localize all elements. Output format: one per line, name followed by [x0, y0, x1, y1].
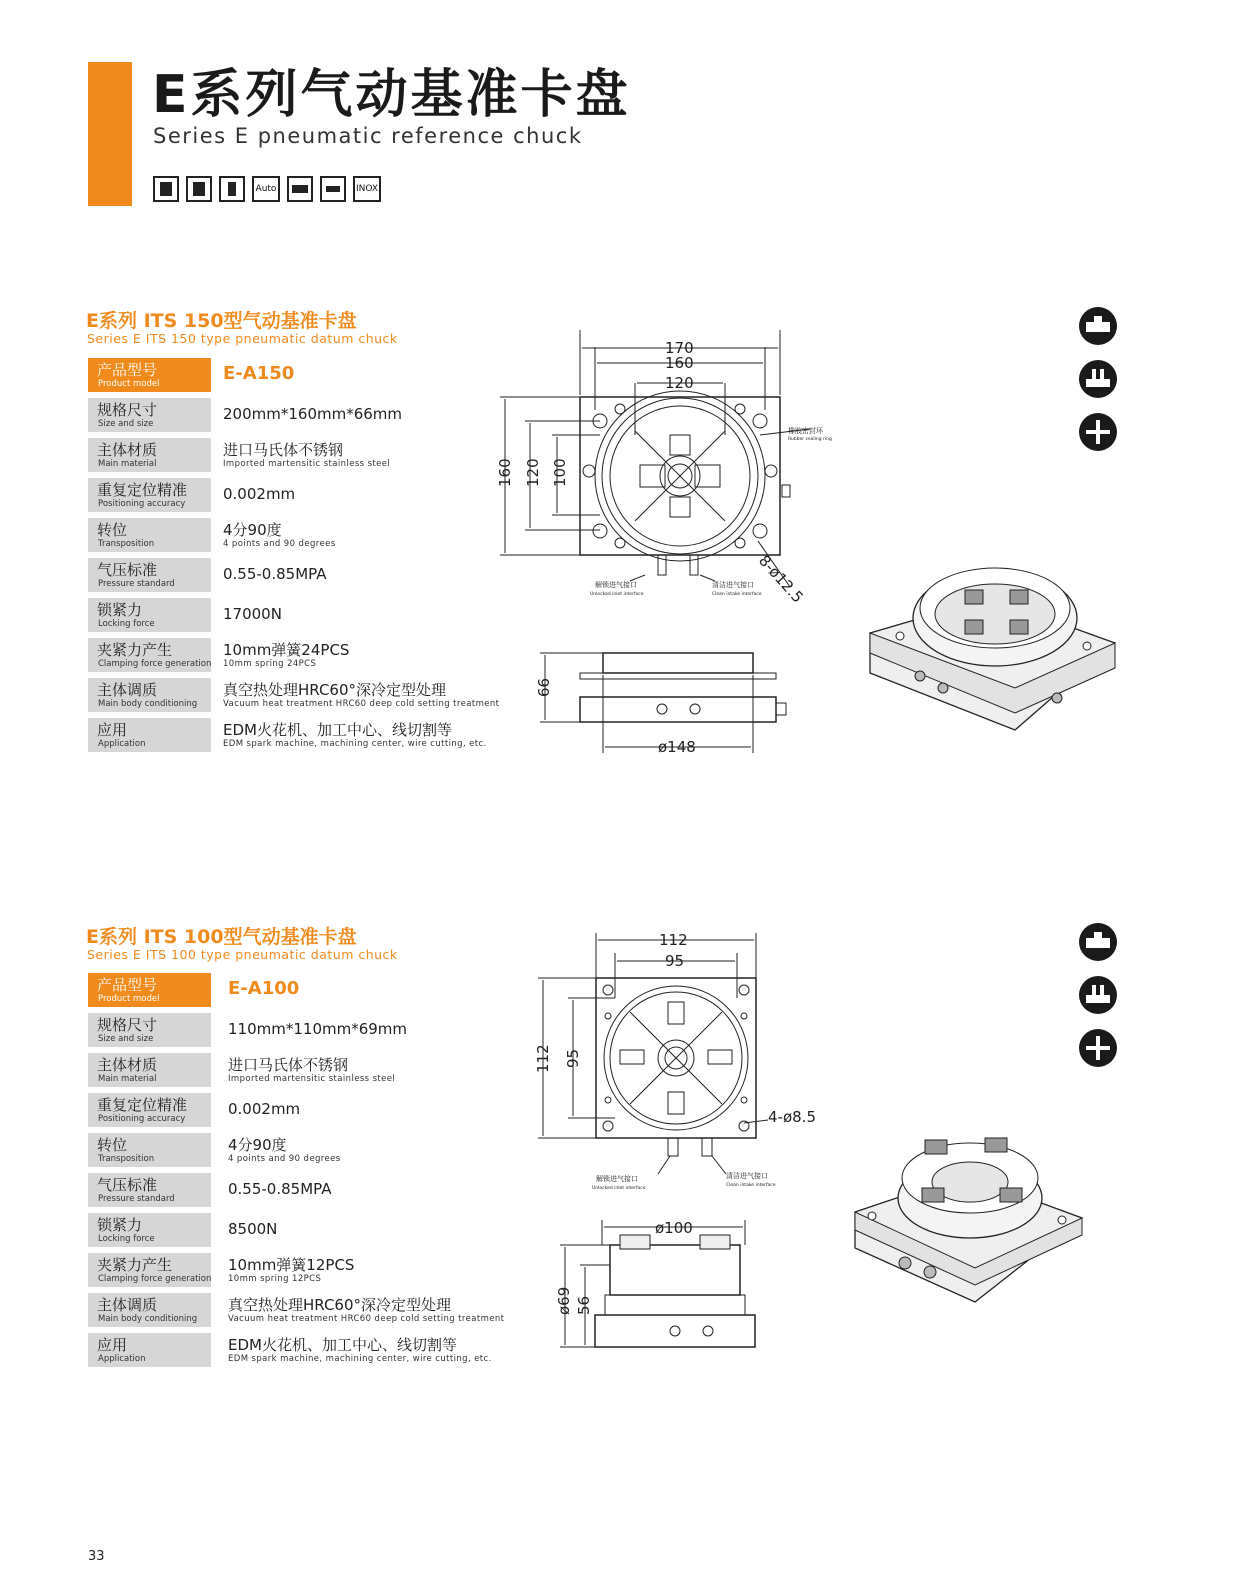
spec-value-en: Imported martensitic stainless steel	[223, 459, 391, 469]
spec-table-e-a100	[88, 973, 518, 1373]
spec-row	[88, 638, 518, 672]
spec-row	[88, 1053, 518, 1087]
note-release: 解锁进气接口	[595, 581, 637, 589]
page-title: E系列气动基准卡盘	[152, 65, 631, 125]
label-cn: 夹紧力产生	[97, 1256, 173, 1274]
spec-row	[88, 598, 518, 632]
dim-side-height-outer: ø69	[555, 1286, 573, 1315]
spec-row	[88, 1213, 518, 1247]
spec-value: 4分90度	[228, 1136, 287, 1154]
label-cn: 夹紧力产生	[97, 641, 173, 659]
label-cn: 气压标准	[97, 561, 158, 579]
product-model: E-A100	[228, 978, 300, 999]
label-cn: 重复定位精准	[97, 481, 188, 499]
section-subtitle-e-a150: Series E ITS 150 type pneumatic datum chuck	[87, 331, 398, 346]
spec-value: 真空热处理HRC60°深冷定型处理	[223, 681, 447, 699]
spec-value: 110mm*110mm*69mm	[228, 1020, 408, 1038]
label-cn: 主体调质	[97, 1296, 158, 1314]
dim-side-height: 66	[535, 677, 553, 697]
spec-value: 进口马氏体不锈钢	[223, 441, 344, 459]
label-en: Size and size	[98, 419, 154, 429]
spec-value: 进口马氏体不锈钢	[228, 1056, 349, 1074]
note-clean: 清洁进气接口	[712, 581, 754, 589]
section-subtitle-e-a100: Series E ITS 100 type pneumatic datum chuck	[87, 947, 398, 962]
spec-row	[88, 1253, 518, 1287]
label-en: Product model	[98, 379, 160, 389]
spec-value: 0.55-0.85MPA	[223, 565, 327, 583]
locking-icon	[320, 176, 346, 202]
label-cn: 产品型号	[97, 361, 158, 379]
label-cn: 转位	[97, 1136, 128, 1154]
label-en: Size and size	[98, 1034, 154, 1044]
label-cn: 锁紧力	[97, 1216, 143, 1234]
spec-row	[88, 1133, 518, 1167]
air-clean-icon	[1078, 1028, 1118, 1068]
pneumatic-release-icon	[186, 176, 212, 202]
label-en: Main material	[98, 459, 157, 469]
spec-value-en: Vacuum heat treatment HRC60 deep cold setting treatment	[228, 1314, 505, 1324]
label-cn: 气压标准	[97, 1176, 158, 1194]
pneumatic-unlock-icon	[1078, 975, 1118, 1015]
note-seal-en: Rubber sealing ring	[788, 437, 832, 442]
spec-value: 真空热处理HRC60°深冷定型处理	[228, 1296, 452, 1314]
feature-badges	[153, 176, 381, 202]
auto-badge: Auto	[252, 176, 280, 202]
spec-value-en: 4 points and 90 degrees	[223, 539, 336, 549]
label-en: Pressure standard	[98, 579, 175, 589]
cleaning-icon	[287, 176, 313, 202]
product-render-e-a100	[850, 1120, 1090, 1310]
spec-value: 0.002mm	[223, 485, 296, 503]
spec-value-en: 4 points and 90 degrees	[228, 1154, 341, 1164]
side-view-drawing-e-a150	[535, 645, 805, 760]
label-cn: 重复定位精准	[97, 1096, 188, 1114]
spec-value-en: 10mm spring 24PCS	[223, 659, 317, 669]
dim-height-inner: 100	[551, 458, 569, 487]
spec-row	[88, 358, 518, 392]
label-cn: 主体材质	[97, 441, 158, 459]
label-en: Main body conditioning	[98, 1314, 198, 1324]
spec-value: 8500N	[228, 1220, 278, 1238]
label-en: Positioning accuracy	[98, 499, 186, 509]
dim-top-diameter: ø100	[655, 1219, 693, 1237]
label-en: Transposition	[98, 1154, 155, 1164]
label-en: Application	[98, 1354, 146, 1364]
note-clean: 清洁进气接口	[726, 1172, 768, 1180]
label-cn: 规格尺寸	[97, 401, 158, 419]
dim-side-height-inner: 56	[575, 1295, 593, 1315]
note-seal: 橡胶密封环	[788, 427, 823, 435]
pneumatic-clamp-icon	[153, 176, 179, 202]
label-cn: 规格尺寸	[97, 1016, 158, 1034]
side-view-drawing-e-a100	[550, 1215, 770, 1355]
note-release: 解锁进气接口	[596, 1175, 638, 1183]
spec-value: EDM火花机、加工中心、线切割等	[223, 721, 452, 739]
spec-row	[88, 398, 518, 432]
spec-row	[88, 678, 518, 712]
page-subtitle: Series E pneumatic reference chuck	[153, 124, 583, 148]
dim-holes: 8-ø12.5	[755, 551, 807, 607]
label-en: Locking force	[98, 619, 155, 629]
spec-row	[88, 1333, 518, 1367]
pneumatic-unlock-icon	[1078, 359, 1118, 399]
spec-row	[88, 973, 518, 1007]
label-cn: 主体调质	[97, 681, 158, 699]
label-cn: 应用	[97, 1336, 128, 1354]
spec-value: EDM火花机、加工中心、线切割等	[228, 1336, 457, 1354]
label-en: Pressure standard	[98, 1194, 175, 1204]
spec-row	[88, 558, 518, 592]
side-icons-e-a100	[1078, 922, 1118, 1068]
spec-row	[88, 1093, 518, 1127]
spec-table-e-a150	[88, 358, 518, 758]
spec-row	[88, 1013, 518, 1047]
dim-height-outer: 112	[534, 1044, 552, 1073]
spec-value-en: Vacuum heat treatment HRC60 deep cold setting treatment	[223, 699, 500, 709]
label-cn: 主体材质	[97, 1056, 158, 1074]
spec-row	[88, 1293, 518, 1327]
dim-width-outer: 170	[665, 339, 694, 357]
spec-row	[88, 438, 518, 472]
section-title-e-a150: E系列 ITS 150型气动基准卡盘	[86, 310, 357, 332]
dim-width-inner: 95	[665, 952, 685, 970]
spec-value: 200mm*160mm*66mm	[223, 405, 403, 423]
spec-value-en: EDM spark machine, machining center, wire cutting, etc.	[223, 739, 487, 749]
spec-row	[88, 718, 518, 752]
label-cn: 锁紧力	[97, 601, 143, 619]
note-release-en: Unlocked inlet interface	[590, 592, 644, 597]
label-en: Clamping force generation	[98, 1274, 212, 1284]
label-en: Transposition	[98, 539, 155, 549]
dim-height-outer: 160	[496, 458, 514, 487]
spec-value: 10mm弹簧24PCS	[223, 641, 350, 659]
inox-badge: INOX	[353, 176, 381, 202]
note-clean-en: Clean intake interface	[712, 592, 762, 597]
label-en: Main material	[98, 1074, 157, 1084]
product-render-e-a150	[865, 558, 1125, 738]
dim-base-diameter: ø148	[658, 738, 696, 756]
label-en: Product model	[98, 994, 160, 1004]
label-cn: 产品型号	[97, 976, 158, 994]
dim-width-mid: 160	[665, 354, 694, 372]
dim-holes: 4-ø8.5	[768, 1108, 816, 1126]
top-view-drawing-e-a100	[530, 928, 840, 1198]
label-en: Positioning accuracy	[98, 1114, 186, 1124]
spec-value-en: EDM spark machine, machining center, wire cutting, etc.	[228, 1354, 492, 1364]
label-en: Clamping force generation	[98, 659, 212, 669]
label-cn: 应用	[97, 721, 128, 739]
top-view-drawing-e-a150	[490, 325, 840, 615]
label-cn: 转位	[97, 521, 128, 539]
note-clean-en: Clean intake interface	[726, 1183, 776, 1188]
spec-value: 17000N	[223, 605, 282, 623]
product-model: E-A150	[223, 363, 295, 384]
dim-height-mid: 120	[524, 458, 542, 487]
section-title-e-a100: E系列 ITS 100型气动基准卡盘	[86, 926, 357, 948]
label-en: Locking force	[98, 1234, 155, 1244]
spec-value-en: Imported martensitic stainless steel	[228, 1074, 396, 1084]
pneumatic-lock-icon	[1078, 306, 1118, 346]
dim-width-outer: 112	[659, 931, 688, 949]
clamping-icon	[219, 176, 245, 202]
side-icons-e-a150	[1078, 306, 1118, 452]
page-number: 33	[88, 1549, 105, 1564]
label-en: Application	[98, 739, 146, 749]
dim-height-inner: 95	[564, 1048, 582, 1068]
air-clean-icon	[1078, 412, 1118, 452]
dim-width-inner: 120	[665, 374, 694, 392]
note-release-en: Unlocked inlet interface	[592, 1186, 646, 1191]
spec-value: 0.55-0.85MPA	[228, 1180, 332, 1198]
spec-row	[88, 478, 518, 512]
spec-value-en: 10mm spring 12PCS	[228, 1274, 322, 1284]
spec-value: 10mm弹簧12PCS	[228, 1256, 355, 1274]
spec-value: 0.002mm	[228, 1100, 301, 1118]
spec-row	[88, 518, 518, 552]
label-en: Main body conditioning	[98, 699, 198, 709]
spec-row	[88, 1173, 518, 1207]
header-accent-bar	[88, 62, 132, 206]
pneumatic-lock-icon	[1078, 922, 1118, 962]
spec-value: 4分90度	[223, 521, 282, 539]
